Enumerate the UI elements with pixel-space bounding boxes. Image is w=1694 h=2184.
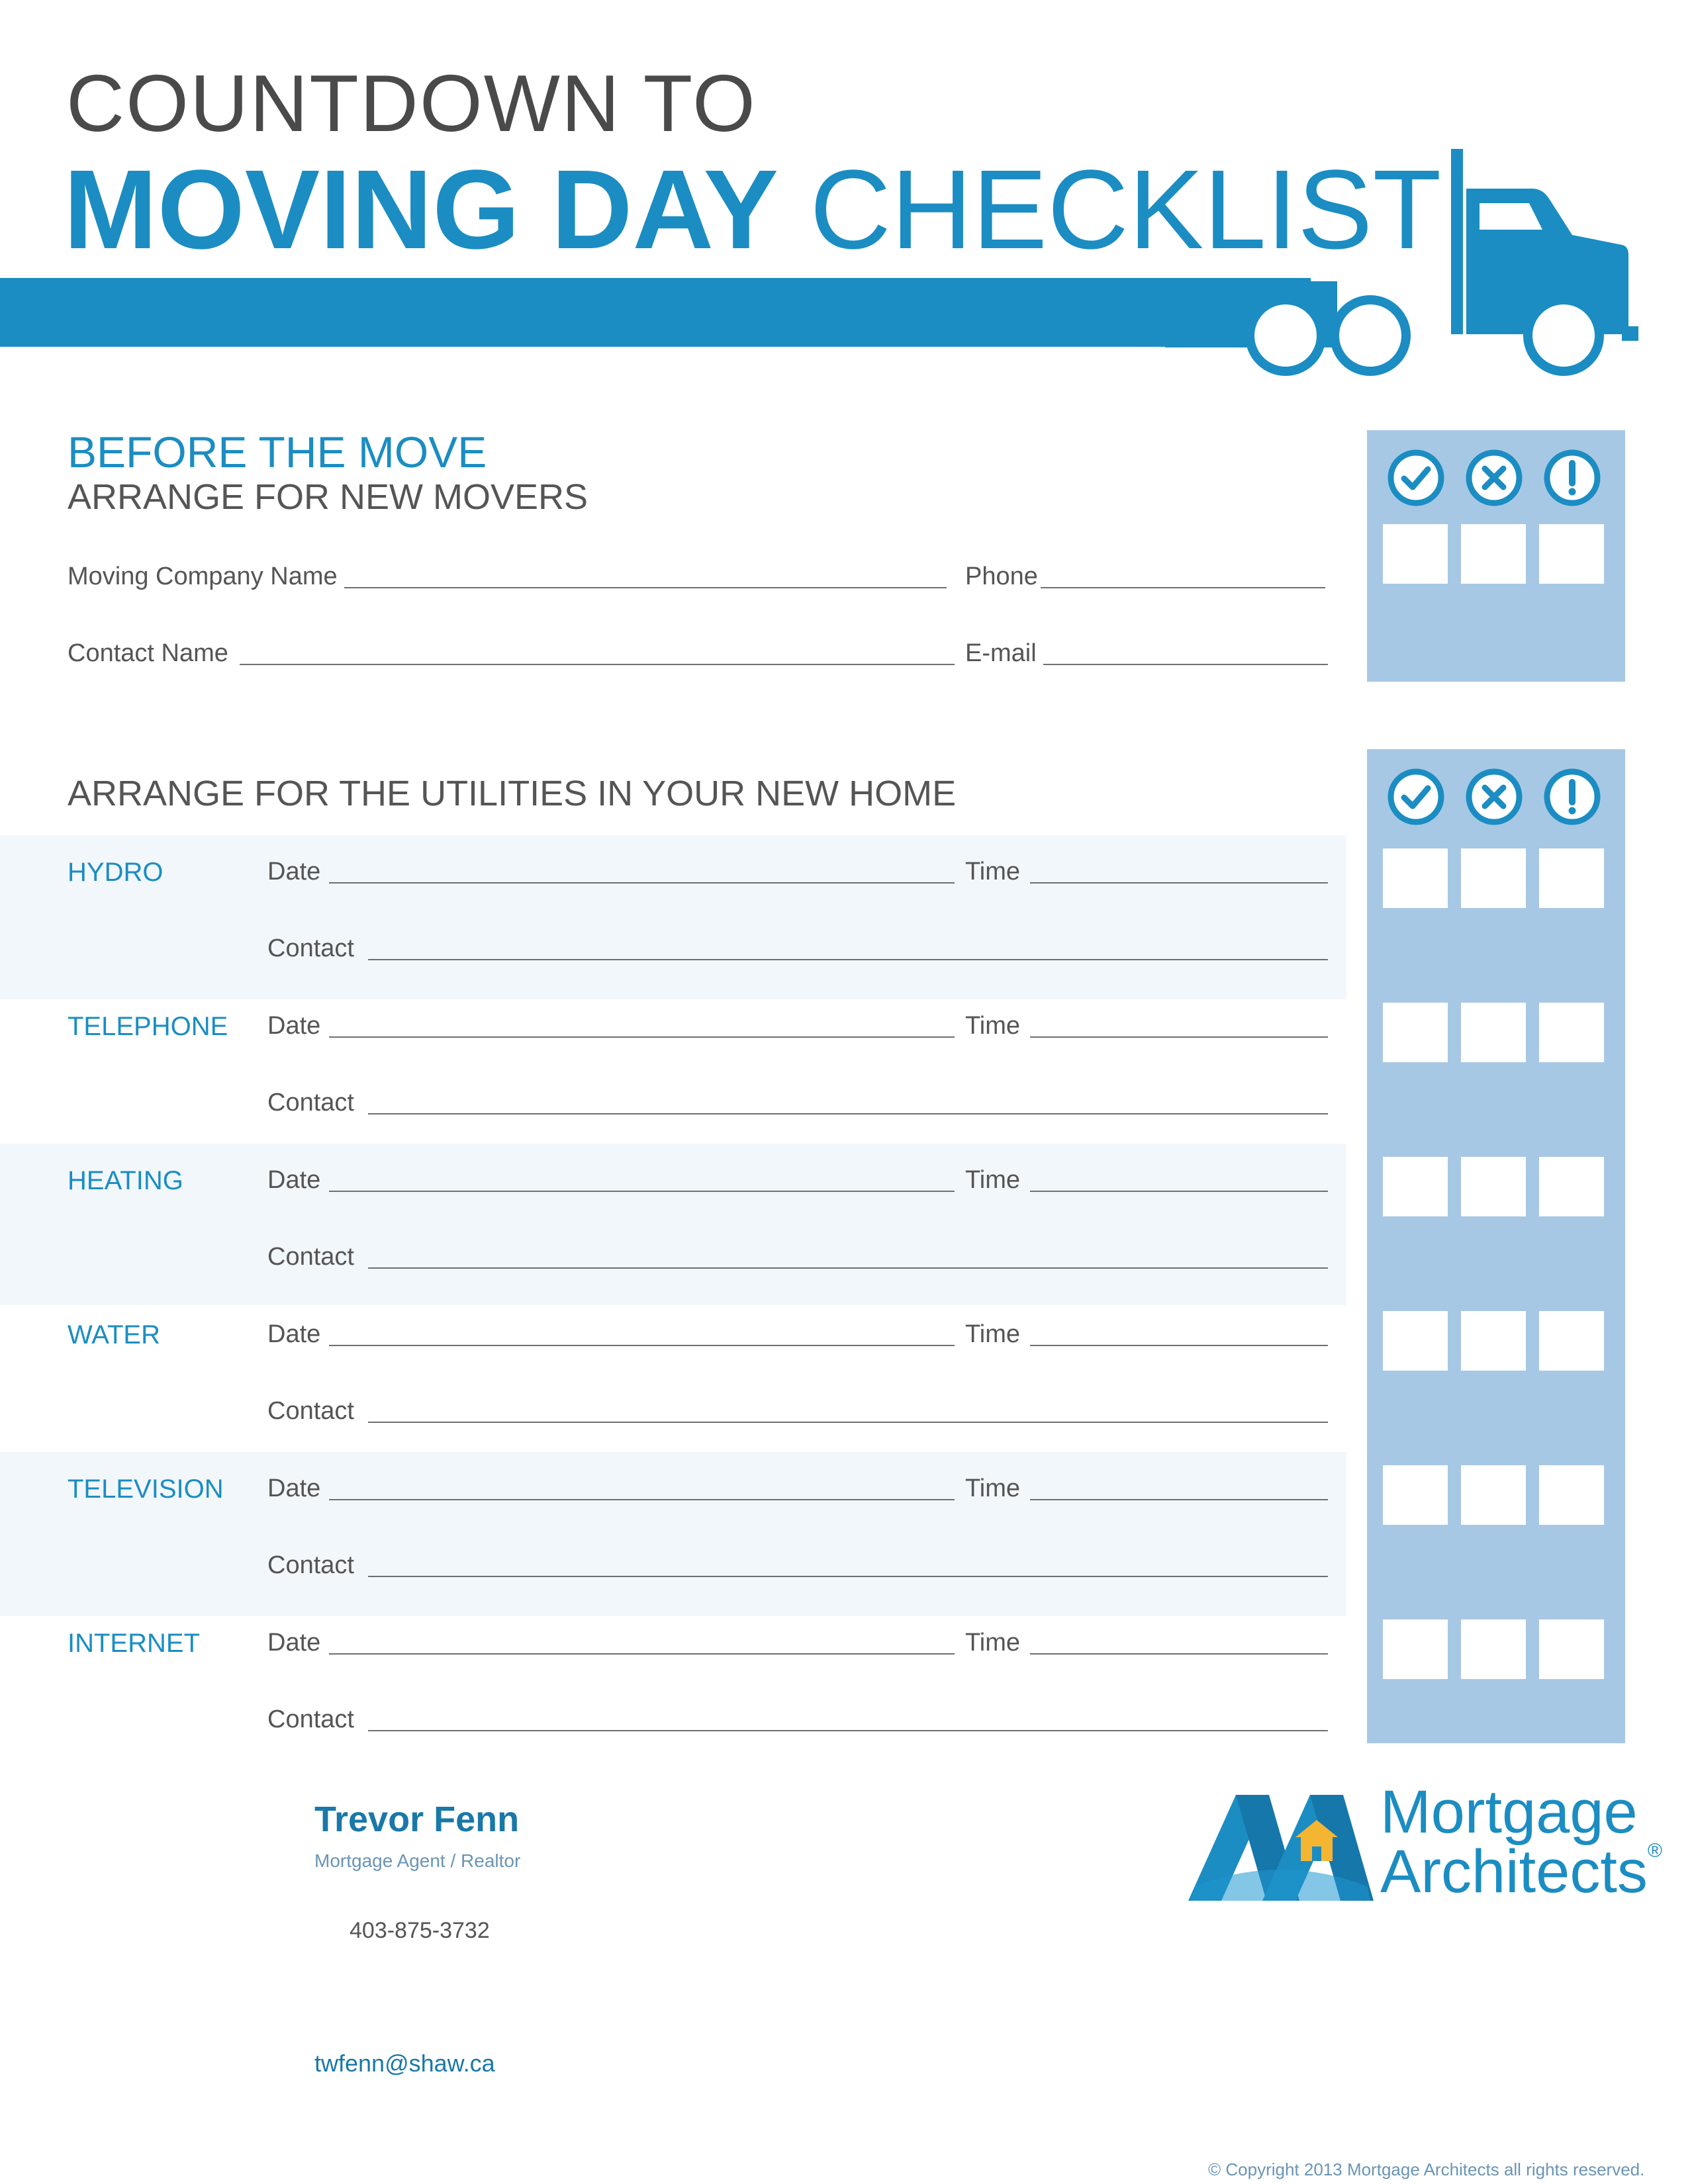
checkbox-not-done[interactable] bbox=[1461, 1003, 1526, 1062]
contact-field[interactable] bbox=[368, 1113, 1328, 1115]
utility-name: INTERNET bbox=[68, 1629, 200, 1658]
moving-company-label: Moving Company Name bbox=[68, 563, 338, 590]
time-field[interactable] bbox=[1030, 1499, 1328, 1500]
checkbox-not-done[interactable] bbox=[1461, 1619, 1526, 1679]
phone-field[interactable] bbox=[1041, 587, 1325, 588]
date-label: Date bbox=[267, 1012, 321, 1040]
contact-label: Contact bbox=[267, 1551, 354, 1579]
copyright: © Copyright 2013 Mortgage Architects all rights reserved. bbox=[1208, 2160, 1645, 2179]
agent-role: Mortgage Agent / Realtor bbox=[314, 1850, 521, 1871]
contact-label: Contact bbox=[267, 1243, 354, 1271]
x-icon bbox=[1464, 766, 1525, 827]
title-checklist: CHECKLIST bbox=[810, 147, 1442, 273]
email-label: E-mail bbox=[965, 639, 1037, 667]
before-move-title: BEFORE THE MOVE bbox=[68, 428, 487, 477]
contact-label: Contact bbox=[267, 1706, 354, 1733]
utility-name: TELEVISION bbox=[68, 1475, 224, 1504]
truck-icon bbox=[1165, 149, 1642, 384]
contact-field[interactable] bbox=[368, 1422, 1328, 1423]
time-field[interactable] bbox=[1030, 1191, 1328, 1192]
contact-name-label: Contact Name bbox=[68, 639, 228, 667]
date-label: Date bbox=[267, 1320, 321, 1348]
date-label: Date bbox=[267, 858, 321, 886]
date-field[interactable] bbox=[329, 1191, 955, 1192]
utility-name: WATER bbox=[68, 1320, 160, 1349]
contact-field[interactable] bbox=[368, 1576, 1328, 1577]
time-field[interactable] bbox=[1030, 1653, 1328, 1655]
moving-company-field[interactable] bbox=[344, 587, 947, 588]
x-icon bbox=[1464, 447, 1525, 508]
utilities-title: ARRANGE FOR THE UTILITIES IN YOUR NEW HOME bbox=[68, 774, 957, 813]
checkbox-done[interactable] bbox=[1383, 1157, 1448, 1216]
date-label: Date bbox=[267, 1475, 321, 1502]
checkbox-attention[interactable] bbox=[1539, 848, 1604, 908]
agent-name: Trevor Fenn bbox=[314, 1799, 520, 1839]
date-field[interactable] bbox=[329, 1499, 955, 1500]
time-field[interactable] bbox=[1030, 882, 1328, 884]
checkbox-done[interactable] bbox=[1383, 1619, 1448, 1679]
contact-field[interactable] bbox=[368, 1267, 1328, 1269]
registered-mark: ® bbox=[1647, 1840, 1663, 1862]
exclamation-icon bbox=[1542, 447, 1603, 508]
date-field[interactable] bbox=[329, 1653, 955, 1655]
time-label: Time bbox=[965, 1320, 1021, 1348]
date-field[interactable] bbox=[329, 1036, 955, 1038]
time-label: Time bbox=[965, 858, 1021, 886]
check-icon bbox=[1386, 447, 1446, 508]
date-field[interactable] bbox=[329, 882, 955, 884]
time-field[interactable] bbox=[1030, 1345, 1328, 1346]
time-label: Time bbox=[965, 1166, 1021, 1194]
checkbox-attention[interactable] bbox=[1539, 524, 1604, 584]
band-hydro bbox=[0, 835, 1346, 999]
checkbox-attention[interactable] bbox=[1539, 1311, 1604, 1371]
contact-field[interactable] bbox=[368, 1730, 1328, 1731]
utility-name: HYDRO bbox=[68, 858, 164, 887]
utility-name: TELEPHONE bbox=[68, 1012, 228, 1041]
header-banner bbox=[0, 278, 1311, 347]
time-field[interactable] bbox=[1030, 1036, 1328, 1038]
title-moving-day: MOVING DAY bbox=[64, 147, 779, 273]
checkbox-done[interactable] bbox=[1383, 848, 1448, 908]
contact-field[interactable] bbox=[368, 959, 1328, 960]
contact-label: Contact bbox=[267, 1089, 354, 1116]
phone-label: Phone bbox=[965, 563, 1038, 590]
logo-text-mortgage: Mortgage bbox=[1380, 1778, 1638, 1846]
checkbox-not-done[interactable] bbox=[1461, 1157, 1526, 1216]
check-icon bbox=[1386, 766, 1446, 827]
checkbox-done[interactable] bbox=[1383, 1003, 1448, 1062]
logo-text-architects bbox=[1380, 1838, 1663, 1905]
checkbox-attention[interactable] bbox=[1539, 1003, 1604, 1062]
utility-name: HEATING bbox=[68, 1166, 183, 1195]
mortgage-architects-logo-icon bbox=[1188, 1787, 1374, 1903]
agent-email[interactable]: twfenn@shaw.ca bbox=[314, 2050, 495, 2077]
contact-name-field[interactable] bbox=[240, 664, 955, 665]
date-label: Date bbox=[267, 1166, 321, 1194]
checkbox-not-done[interactable] bbox=[1461, 1465, 1526, 1525]
title-countdown: COUNTDOWN TO bbox=[66, 58, 757, 148]
date-field[interactable] bbox=[329, 1345, 955, 1346]
contact-label: Contact bbox=[267, 934, 354, 962]
agent-phone: 403-875-3732 bbox=[350, 1918, 490, 1943]
checkbox-done[interactable] bbox=[1383, 524, 1448, 584]
time-label: Time bbox=[965, 1629, 1021, 1657]
email-field[interactable] bbox=[1043, 664, 1328, 665]
checkbox-not-done[interactable] bbox=[1461, 848, 1526, 908]
before-move-check-panel bbox=[1367, 430, 1625, 682]
exclamation-icon bbox=[1542, 766, 1603, 827]
checkbox-done[interactable] bbox=[1383, 1465, 1448, 1525]
contact-label: Contact bbox=[267, 1397, 354, 1425]
time-label: Time bbox=[965, 1475, 1021, 1502]
date-label: Date bbox=[267, 1629, 321, 1657]
checkbox-attention[interactable] bbox=[1539, 1157, 1604, 1216]
checkbox-done[interactable] bbox=[1383, 1311, 1448, 1371]
band-heating bbox=[0, 1144, 1346, 1305]
checkbox-attention[interactable] bbox=[1539, 1465, 1604, 1525]
logo-architects-word: Architects bbox=[1380, 1838, 1648, 1905]
checkbox-not-done[interactable] bbox=[1461, 1311, 1526, 1371]
time-label: Time bbox=[965, 1012, 1021, 1040]
arrange-movers-subtitle: ARRANGE FOR NEW MOVERS bbox=[68, 477, 588, 517]
checkbox-attention[interactable] bbox=[1539, 1619, 1604, 1679]
checkbox-not-done[interactable] bbox=[1461, 524, 1526, 584]
